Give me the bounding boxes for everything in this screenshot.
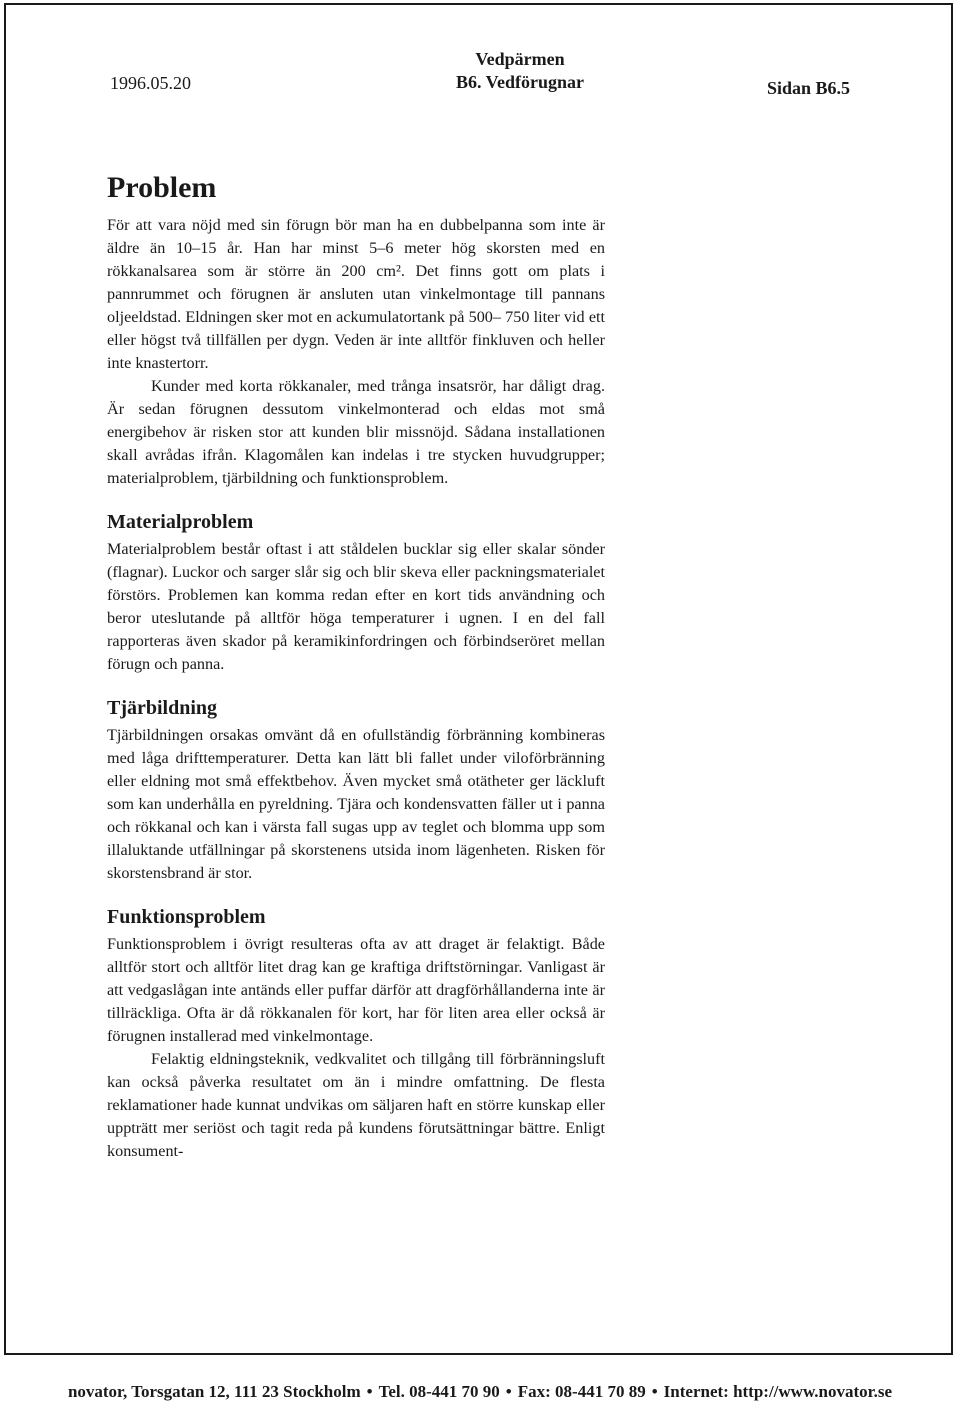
header-title-line2: B6. Vedförugnar bbox=[455, 72, 585, 92]
section-heading-problem: Problem bbox=[107, 171, 217, 204]
paragraph-problem-2: Kunder med korta rökkanaler, med trånga insatsrör, har dåligt drag. Är sedan förugnen dessutom vinkelmonterad och eldas mot små energibehov är risken stor att kunden blir missnöjd. Sådana installationen skall avrådas ifrån. Klagomålen kan indelas i tre stycken huvudgrupper; materialproblem, tjärbildning och funktionsproblem. bbox=[107, 377, 605, 487]
header-title-line1: Vedpärmen bbox=[475, 49, 565, 69]
header-title bbox=[430, 48, 610, 94]
footer-bullet-3: • bbox=[651, 1382, 658, 1401]
footer-internet: Internet: http://www.novator.se bbox=[663, 1382, 893, 1401]
section-materialproblem bbox=[107, 510, 605, 676]
document-body bbox=[107, 170, 605, 1183]
header-page-number: Sidan B6.5 bbox=[766, 78, 850, 98]
page-footer bbox=[0, 1382, 960, 1402]
section-heading-funktionsproblem: Funktionsproblem bbox=[107, 906, 266, 928]
footer-fax: Fax: 08-441 70 89 bbox=[517, 1382, 646, 1401]
paragraph-tjarbildning-1: Tjärbildningen orsakas omvänt då en ofullständig förbränning kombineras med låga drifttemperaturer. Detta kan lätt bli fallet under viloförbränning eller eldning mot små effektbehov. Även mycket små otätheter ger läckluft som kan underhålla en pyreldning. Tjära och kondensvatten fäller ut i panna och rökkanal och kan i värsta fall sugas upp av teglet och blomma upp som illaluktande utfällningar på skorstenens utsida inom lägenheten. Risken för skorstensbrand är stor. bbox=[107, 726, 605, 882]
paragraph-problem-1: För att vara nöjd med sin förugn bör man ha en dubbelpanna som inte är äldre än 10–15 år. Han har minst 5–6 meter hög skorsten med en rökkanalsarea som är större än 200 cm². Det finns gott om plats i pannrummet och förugnen är ansluten utan vinkelmontage till pannans oljeeldstad. Eldningen sker mot en ackumulatortank på 500– 750 liter vid ett eller högst två tillfällen per dygn. Veden är inte alltför finkluven och heller inte knastertorr. bbox=[107, 216, 605, 372]
footer-bullet-2: • bbox=[505, 1382, 512, 1401]
paragraph-funktionsproblem-1: Funktionsproblem i övrigt resulteras ofta av att draget är felaktigt. Både alltför stort och alltför litet drag kan ge kraftiga driftstörningar. Vanligast är att vedgaslågan inte antänds eller puffar därför att dragförhållanderna inte är tillräckliga. Ofta är då rökkanalen för kort, har för liten area eller också är förugnen installerad med vinkelmontage. bbox=[107, 935, 605, 1045]
footer-tel: Tel. 08-441 70 90 bbox=[378, 1382, 500, 1401]
footer-company: novator, Torsgatan 12, 111 23 Stockholm bbox=[67, 1382, 361, 1401]
paragraph-materialproblem-1: Materialproblem består oftast i att ståldelen bucklar sig eller skalar sönder (flagnar). Luckor och sarger slår sig och blir skeva eller packningsmaterialet förstörs. Problemen kan komma redan efter en kort tids användning och beror uteslutande på alltför höga temperaturer i ugnen. I en del fall rapporteras även skador på keramikinfordringen och förbindseröret mellan förugn och panna. bbox=[107, 540, 605, 673]
section-funktionsproblem bbox=[107, 905, 605, 1163]
section-heading-tjarbildning: Tjärbildning bbox=[107, 697, 218, 719]
section-problem bbox=[107, 170, 605, 490]
header-date: 1996.05.20 bbox=[110, 73, 191, 93]
section-tjarbildning bbox=[107, 696, 605, 885]
footer-bullet-1: • bbox=[366, 1382, 373, 1401]
paragraph-funktionsproblem-2: Felaktig eldningsteknik, vedkvalitet och tillgång till förbränningsluft kan också påverka resultatet om än i mindre omfattning. De flesta reklamationer hade kunnat undvikas om säljaren haft en större kunskap eller uppträtt mer seriöst och tagit reda på kundens förutsättningar bättre. Enligt konsument- bbox=[107, 1050, 605, 1160]
section-heading-materialproblem: Materialproblem bbox=[107, 511, 254, 533]
